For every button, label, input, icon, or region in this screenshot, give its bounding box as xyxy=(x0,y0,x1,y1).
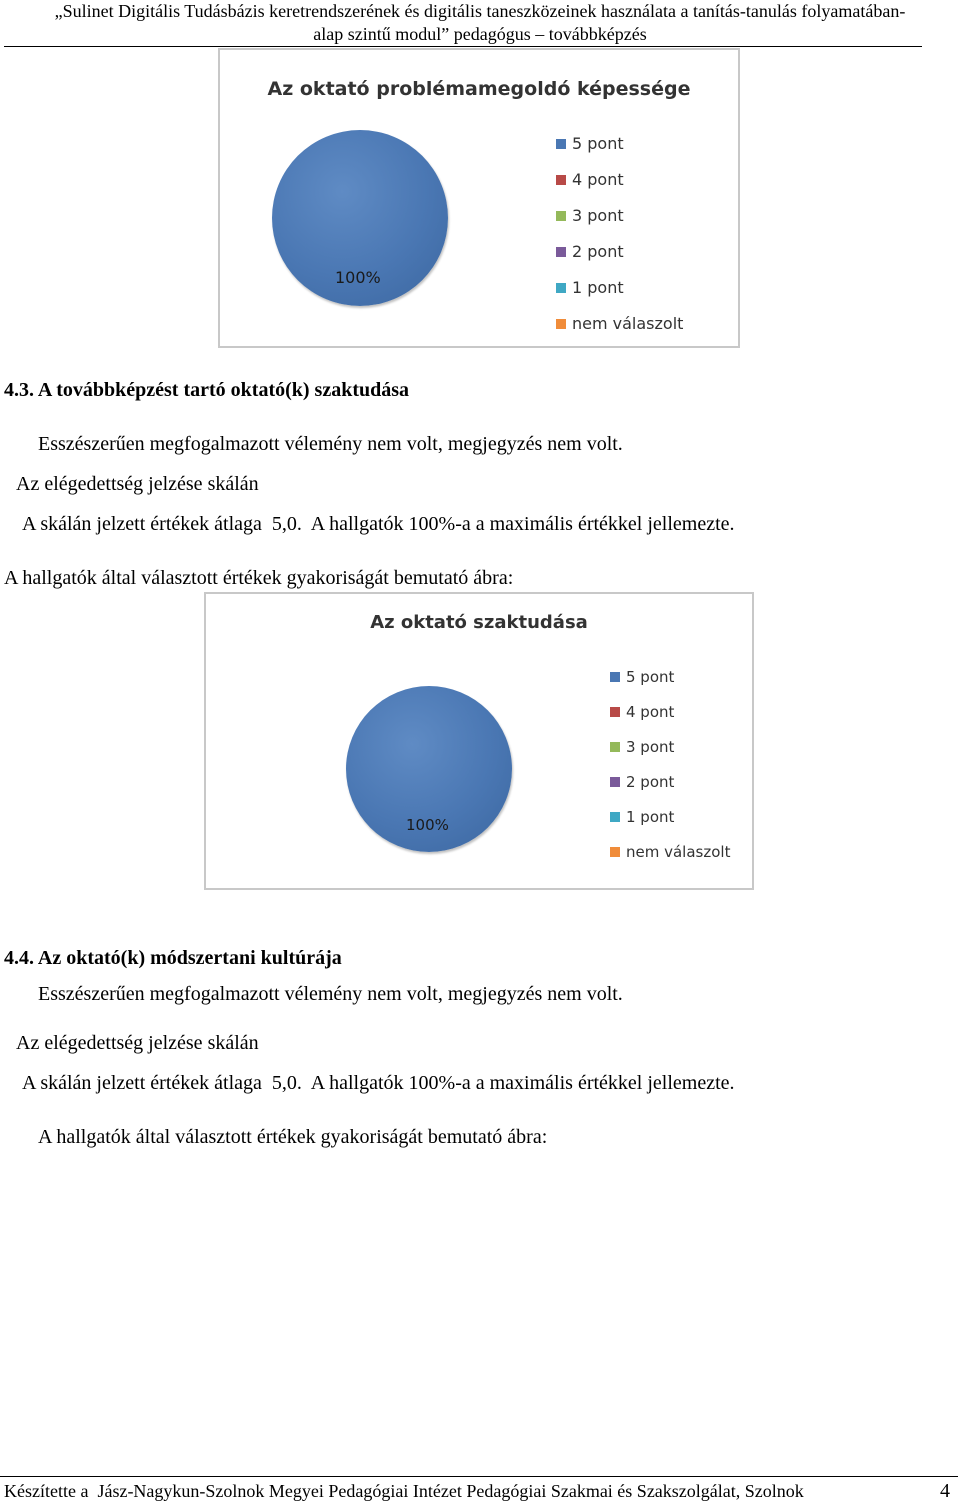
legend-swatch xyxy=(556,283,566,293)
legend-swatch xyxy=(556,175,566,185)
section-4-3-paragraph-2: A skálán jelzett értékek átlaga 5,0. A hallgatók 100%-a a maximális értékkel jellemezte. xyxy=(22,513,735,535)
section-heading-4-4: 4.4. Az oktató(k) módszertani kultúrája xyxy=(4,947,342,969)
section-4-4-subheading: Az elégedettség jelzése skálán xyxy=(16,1032,259,1054)
legend-swatch xyxy=(610,742,620,752)
section-4-4-paragraph-2: A skálán jelzett értékek átlaga 5,0. A hallgatók 100%-a a maximális értékkel jellemezte. xyxy=(22,1072,735,1094)
section-heading-4-3: 4.3. A továbbképzést tartó oktató(k) szaktudása xyxy=(4,379,410,401)
legend-label: 1 pont xyxy=(572,278,624,297)
page-header xyxy=(0,0,960,46)
legend-swatch xyxy=(556,319,566,329)
page-number: 4 xyxy=(940,1480,950,1502)
header-line-1: „Sulinet Digitális Tudásbázis keretrendszerének és digitális taneszközeinek használata a tanítás-tanulás folyamatában- xyxy=(54,1,906,21)
section-4-4-paragraph-3: A hallgatók által választott értékek gyakoriságát bemutató ábra: xyxy=(38,1126,548,1148)
pie-data-label: 100% xyxy=(335,268,381,287)
legend-label: 5 pont xyxy=(626,668,675,686)
legend-label: nem válaszolt xyxy=(572,314,684,333)
chart-legend xyxy=(610,668,750,868)
legend-label: nem válaszolt xyxy=(626,843,731,861)
section-4-4-paragraph-1: Esszészerűen megfogalmazott vélemény nem volt, megjegyzés nem volt. xyxy=(38,983,623,1005)
header-divider xyxy=(4,46,922,47)
header-line-2: alap szintű modul” pedagógus – továbbképzés xyxy=(313,24,647,44)
legend-label: 5 pont xyxy=(572,134,624,153)
legend-label: 3 pont xyxy=(626,738,675,756)
legend-swatch xyxy=(610,847,620,857)
legend-label: 3 pont xyxy=(572,206,624,225)
footer-divider xyxy=(0,1476,958,1477)
footer-credit: Készítette a Jász-Nagykun-Szolnok Megyei Pedagógiai Intézet Pedagógiai Szakmai és Szakszolgálat, Szolnok xyxy=(4,1481,804,1501)
chart-legend xyxy=(556,134,736,334)
legend-label: 2 pont xyxy=(626,773,675,791)
legend-swatch xyxy=(610,707,620,717)
pie-data-label: 100% xyxy=(406,816,449,834)
chart-title: Az oktató szaktudása xyxy=(370,612,588,633)
chart-title: Az oktató problémamegoldó képessége xyxy=(267,78,691,100)
legend-swatch xyxy=(610,777,620,787)
legend-swatch xyxy=(556,211,566,221)
legend-label: 4 pont xyxy=(572,170,624,189)
legend-swatch xyxy=(610,672,620,682)
section-4-3-paragraph-1: Esszészerűen megfogalmazott vélemény nem volt, megjegyzés nem volt. xyxy=(38,433,623,455)
legend-swatch xyxy=(610,812,620,822)
legend-swatch xyxy=(556,139,566,149)
legend-label: 1 pont xyxy=(626,808,675,826)
section-4-3-paragraph-3: A hallgatók által választott értékek gyakoriságát bemutató ábra: xyxy=(4,567,514,589)
chart-problem-solving xyxy=(218,48,740,348)
chart-expertise xyxy=(204,592,754,890)
legend-swatch xyxy=(556,247,566,257)
legend-label: 2 pont xyxy=(572,242,624,261)
section-4-3-subheading: Az elégedettség jelzése skálán xyxy=(16,473,259,495)
legend-label: 4 pont xyxy=(626,703,675,721)
